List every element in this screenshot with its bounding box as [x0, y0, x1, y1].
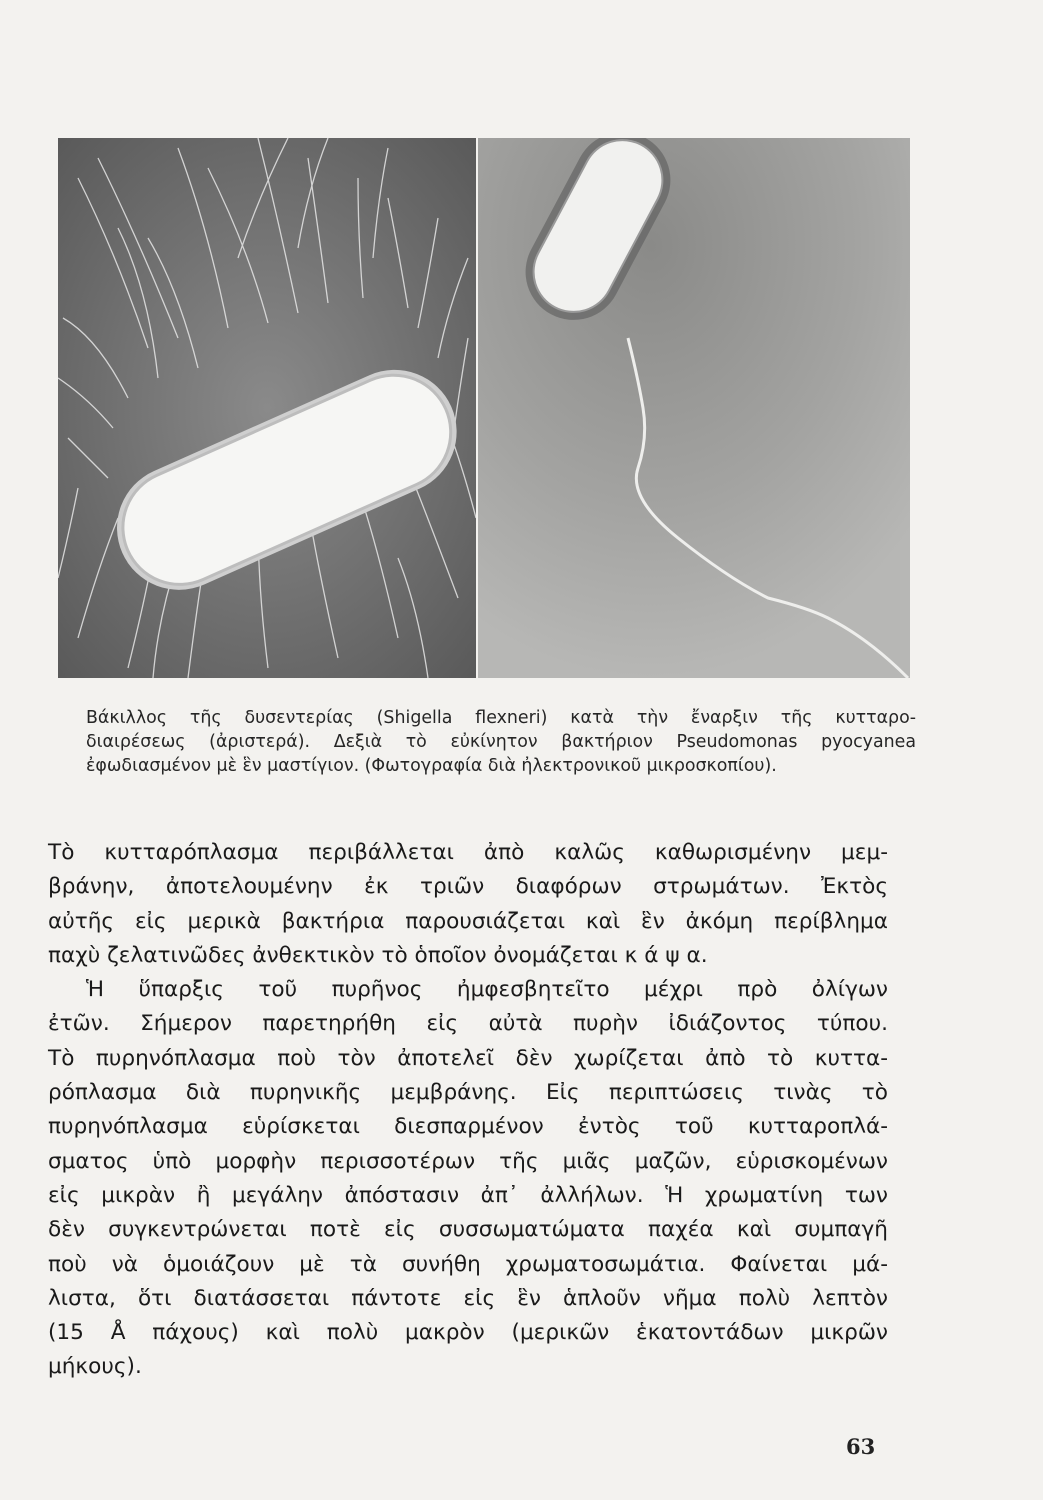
caption-line: διαιρέσεως (ἀριστερά). Δεξιὰ τὸ εὐκίνητον βακτήριον Pseudomonas pyocyanea: [86, 732, 916, 752]
shigella-image: [58, 138, 476, 678]
paragraph-line: (15 Å πάχους) καὶ πολὺ μακρὸν (μερικῶν ἑκατοντάδων μικρῶν: [48, 1320, 888, 1346]
paragraph-line: Τὸ κυτταρόπλασμα περιβάλλεται ἀπὸ καλῶς καθωρισμένην μεμ-: [48, 840, 888, 865]
paragraph-line: βράνην, ἀποτελουμένην ἐκ τριῶν διαφόρων στρωμάτων. Ἐκτὸς: [48, 874, 888, 900]
body-text: [48, 836, 888, 1385]
paragraph-line: ρόπλασμα διὰ πυρηνικῆς μεμβράνης. Εἰς περιπτώσεις τινὰς τὸ: [48, 1080, 888, 1106]
page-number: 63: [846, 1434, 876, 1459]
paragraph-line: Τὸ πυρηνόπλασμα ποὺ τὸν ἀποτελεῖ δὲν χωρίζεται ἀπὸ τὸ κυττα-: [48, 1045, 888, 1071]
paragraph-line: πυρηνόπλασμα εὑρίσκεται διεσπαρμένον ἐντὸς τοῦ κυτταροπλά-: [48, 1114, 888, 1140]
paragraph-line: αὐτῆς εἰς μερικὰ βακτήρια παρουσιάζεται καὶ ἓν ἀκόμη περίβλημα: [48, 908, 888, 934]
caption-line: Βάκιλλος τῆς δυσεντερίας (Shigella flexneri) κατὰ τὴν ἔναρξιν τῆς κυτταρο-: [86, 708, 916, 728]
shigella-flexneri-micrograph: [58, 138, 476, 678]
paragraph-line: Ἡ ὕπαρξις τοῦ πυρῆνος ἠμφεσβητεῖτο μέχρι πρὸ ὀλίγων: [86, 977, 888, 1003]
paragraph-line: μήκους).: [48, 1354, 142, 1380]
paragraph-line: ἐτῶν. Σήμερον παρετηρήθη εἰς αὐτὰ πυρὴν ἰδιάζοντος τύπου.: [48, 1011, 888, 1037]
paragraph-line: ποὺ νὰ ὁμοιάζουν μὲ τὰ συνήθη χρωματοσωμάτια. Φαίνεται μά-: [48, 1251, 888, 1277]
caption-line: ἐφωδιασμένον μὲ ἓν μαστίγιον. (Φωτογραφία διὰ ἠλεκτρονικοῦ μικροσκοπίου).: [86, 756, 777, 776]
pseudomonas-pyocyanea-micrograph: [478, 138, 910, 678]
paragraph-line: παχὺ ζελατινῶδες ἀνθεκτικὸν τὸ ὁποῖον ὀνομάζεται κ ά ψ α.: [48, 942, 708, 968]
paragraph-line: λιστα, ὅτι διατάσσεται πάντοτε εἰς ἓν ἁπλοῦν νῆμα πολὺ λεπτὸν: [48, 1285, 888, 1311]
figure-caption: [86, 706, 916, 778]
paragraph-line: δὲν συγκεντρώνεται ποτὲ εἰς συσσωματώματα παχέα καὶ συμπαγῆ: [48, 1217, 888, 1243]
pseudomonas-image: [478, 138, 910, 678]
paragraph-line: σματος ὑπὸ μορφὴν περισσοτέρων τῆς μιᾶς μαζῶν, εὑρισκομένων: [48, 1148, 888, 1174]
micrograph-figure: [58, 138, 910, 678]
paragraph-line: εἰς μικρὰν ἢ μεγάλην ἀπόστασιν ἀπ᾽ ἀλλήλων. Ἡ χρωματίνη των: [48, 1182, 888, 1208]
